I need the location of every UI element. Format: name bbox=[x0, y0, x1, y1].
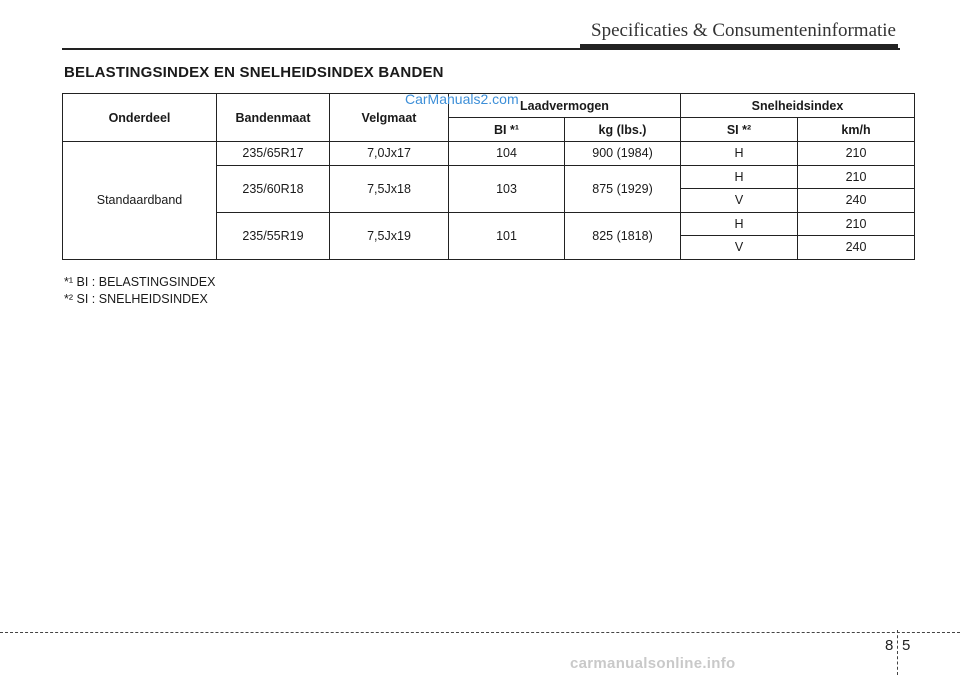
section-title: BELASTINGSINDEX EN SNELHEIDSINDEX BANDEN bbox=[64, 64, 444, 81]
speed-index-cell: H bbox=[681, 165, 798, 189]
header-title: Specificaties & Consumenteninformatie bbox=[591, 20, 896, 41]
footnote-si bbox=[64, 291, 215, 308]
header-bandenmaat: Bandenmaat bbox=[217, 94, 330, 142]
header-laadvermogen: Laadvermogen bbox=[449, 94, 681, 118]
category-cell: Standaardband bbox=[63, 142, 217, 260]
speed-kmh-cell: 240 bbox=[798, 189, 915, 213]
load-index-cell: 103 bbox=[449, 165, 565, 212]
rim-size-cell: 7,5Jx18 bbox=[330, 165, 449, 212]
header-si: SI *² bbox=[681, 118, 798, 142]
footnote-text: BI : BELASTINGSINDEX bbox=[76, 275, 216, 289]
header-rule bbox=[62, 48, 900, 50]
load-index-cell: 101 bbox=[449, 212, 565, 259]
header-bi: BI *¹ bbox=[449, 118, 565, 142]
page-number-divider bbox=[897, 630, 898, 675]
speed-index-cell: H bbox=[681, 212, 798, 236]
speed-index-cell: V bbox=[681, 236, 798, 260]
header-kg: kg (lbs.) bbox=[565, 118, 681, 142]
header-kmh: km/h bbox=[798, 118, 915, 142]
watermark-link[interactable]: CarManuals2.com bbox=[405, 91, 519, 107]
tire-size-cell: 235/65R17 bbox=[217, 142, 330, 166]
tire-size-cell: 235/55R19 bbox=[217, 212, 330, 259]
table-row bbox=[63, 142, 915, 166]
rim-size-cell: 7,5Jx19 bbox=[330, 212, 449, 259]
header-velgmaat: Velgmaat bbox=[330, 94, 449, 142]
header-onderdeel: Onderdeel bbox=[63, 94, 217, 142]
load-index-cell: 104 bbox=[449, 142, 565, 166]
page-number: 5 bbox=[902, 637, 911, 654]
tire-index-table bbox=[62, 93, 915, 260]
header-snelheidsindex: Snelheidsindex bbox=[681, 94, 915, 118]
load-kg-cell: 875 (1929) bbox=[565, 165, 681, 212]
footnote-mark: *¹ bbox=[64, 275, 74, 289]
footnote-text: SI : SNELHEIDSINDEX bbox=[76, 292, 208, 306]
speed-kmh-cell: 210 bbox=[798, 165, 915, 189]
rim-size-cell: 7,0Jx17 bbox=[330, 142, 449, 166]
speed-index-cell: V bbox=[681, 189, 798, 213]
speed-kmh-cell: 210 bbox=[798, 212, 915, 236]
footnote-mark: *² bbox=[64, 292, 74, 306]
load-kg-cell: 825 (1818) bbox=[565, 212, 681, 259]
footer-site-link[interactable]: carmanualsonline.info bbox=[570, 655, 736, 672]
tire-size-cell: 235/60R18 bbox=[217, 165, 330, 212]
bottom-rule bbox=[0, 632, 960, 633]
speed-kmh-cell: 240 bbox=[798, 236, 915, 260]
chapter-number: 8 bbox=[885, 637, 894, 654]
footnotes bbox=[64, 274, 215, 308]
speed-kmh-cell: 210 bbox=[798, 142, 915, 166]
load-kg-cell: 900 (1984) bbox=[565, 142, 681, 166]
footnote-bi bbox=[64, 274, 215, 291]
speed-index-cell: H bbox=[681, 142, 798, 166]
